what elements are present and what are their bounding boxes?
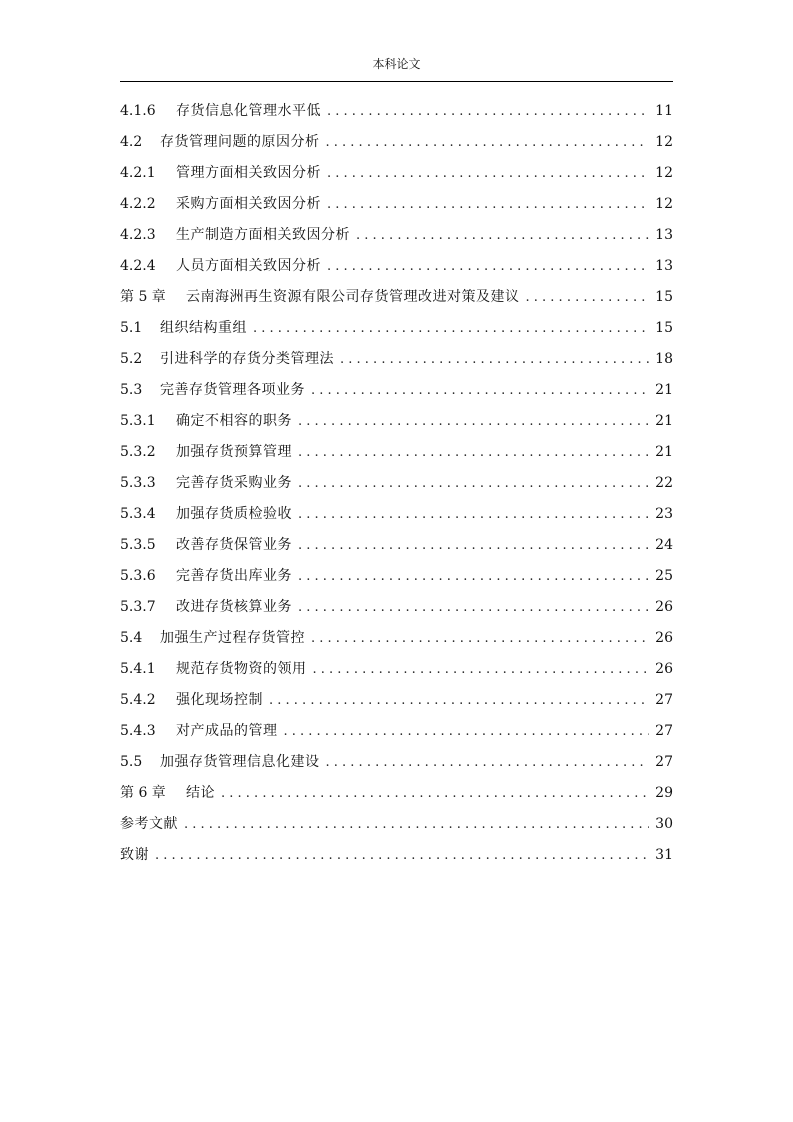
toc-entry-number: 5.3.7: [120, 599, 156, 615]
toc-entry-title: 云南海洲再生资源有限公司存货管理改进对策及建议: [186, 289, 520, 305]
toc-entry[interactable]: [120, 406, 673, 437]
toc-entry-title: 强化现场控制: [176, 692, 263, 708]
toc-dot-leader: [326, 747, 650, 778]
toc-entry-number: 5.4.3: [120, 723, 156, 739]
toc-entry-page-number: 25: [655, 568, 673, 584]
toc-entry-number: 5.3.3: [120, 475, 156, 491]
toc-entry[interactable]: [120, 220, 673, 251]
toc-entry-page-number: 12: [655, 165, 673, 181]
header-rule: [120, 81, 673, 82]
toc-entry-title: 加强存货质检验收: [176, 506, 292, 522]
toc-entry-title: 结论: [186, 785, 215, 801]
toc-entry[interactable]: [120, 251, 673, 282]
toc-entry[interactable]: [120, 747, 673, 778]
toc-dot-leader: [269, 685, 649, 716]
toc-entry[interactable]: [120, 127, 673, 158]
toc-entry-number: 5.4: [120, 630, 143, 646]
toc-entry[interactable]: [120, 778, 673, 809]
toc-dot-leader: [356, 220, 649, 251]
toc-entry[interactable]: [120, 809, 673, 840]
toc-entry[interactable]: [120, 282, 673, 313]
table-of-contents: [120, 96, 673, 871]
toc-entry[interactable]: [120, 499, 673, 530]
toc-entry-number: 4.2.4: [120, 258, 156, 274]
toc-dot-leader: [221, 778, 649, 809]
toc-entry[interactable]: [120, 561, 673, 592]
toc-entry-title: 加强生产过程存货管控: [160, 630, 305, 646]
toc-entry-number: 4.2.1: [120, 165, 156, 181]
toc-entry-title: 确定不相容的职务: [176, 413, 292, 429]
toc-dot-leader: [311, 623, 649, 654]
toc-dot-leader: [326, 127, 650, 158]
toc-entry-title: 加强存货管理信息化建设: [160, 754, 320, 770]
toc-entry[interactable]: [120, 654, 673, 685]
toc-entry-page-number: 26: [655, 661, 673, 677]
toc-entry-page-number: 24: [655, 537, 673, 553]
toc-entry-number: 第 5 章: [120, 289, 166, 305]
toc-dot-leader: [311, 375, 649, 406]
toc-dot-leader: [340, 344, 649, 375]
toc-dot-leader: [327, 189, 649, 220]
toc-entry-title: 采购方面相关致因分析: [176, 196, 321, 212]
toc-entry-page-number: 11: [655, 103, 673, 119]
toc-entry-number: 4.2.3: [120, 227, 156, 243]
toc-entry-page-number: 27: [655, 692, 673, 708]
toc-entry-title: 生产制造方面相关致因分析: [176, 227, 350, 243]
toc-dot-leader: [284, 716, 650, 747]
toc-entry[interactable]: [120, 375, 673, 406]
toc-entry-title: 加强存货预算管理: [176, 444, 292, 460]
toc-entry-page-number: 27: [655, 723, 673, 739]
toc-entry-page-number: 26: [655, 599, 673, 615]
toc-entry[interactable]: [120, 716, 673, 747]
toc-entry[interactable]: [120, 344, 673, 375]
toc-dot-leader: [327, 158, 649, 189]
toc-dot-leader: [155, 840, 649, 871]
toc-entry[interactable]: [120, 313, 673, 344]
toc-entry-title: 完善存货管理各项业务: [160, 382, 305, 398]
toc-entry-number: 5.3.2: [120, 444, 156, 460]
toc-entry-number: 4.2.2: [120, 196, 156, 212]
toc-entry-title: 组织结构重组: [160, 320, 247, 336]
toc-entry[interactable]: [120, 96, 673, 127]
toc-dot-leader: [526, 282, 650, 313]
toc-entry-number: 5.5: [120, 754, 143, 770]
toc-dot-leader: [298, 406, 649, 437]
toc-entry-number: 5.3.1: [120, 413, 156, 429]
toc-entry-page-number: 22: [655, 475, 673, 491]
toc-entry-title: 人员方面相关致因分析: [176, 258, 321, 274]
toc-entry-page-number: 15: [655, 289, 673, 305]
toc-dot-leader: [327, 251, 649, 282]
toc-entry-number: 5.4.2: [120, 692, 156, 708]
toc-entry-page-number: 18: [655, 351, 673, 367]
toc-entry-number: 5.3.5: [120, 537, 156, 553]
toc-dot-leader: [298, 499, 649, 530]
page-header: 本科论文: [372, 57, 421, 71]
toc-entry[interactable]: [120, 840, 673, 871]
toc-entry[interactable]: [120, 158, 673, 189]
toc-entry-page-number: 21: [655, 444, 673, 460]
toc-dot-leader: [253, 313, 649, 344]
toc-entry-title: 引进科学的存货分类管理法: [160, 351, 334, 367]
toc-entry-page-number: 21: [655, 413, 673, 429]
toc-entry[interactable]: [120, 592, 673, 623]
toc-entry-title: 对产成品的管理: [176, 723, 278, 739]
toc-entry-number: 5.2: [120, 351, 143, 367]
toc-entry-number: 5.1: [120, 320, 143, 336]
toc-entry-number: 4.2: [120, 134, 143, 150]
toc-entry[interactable]: [120, 685, 673, 716]
toc-entry-title: 完善存货出库业务: [176, 568, 292, 584]
toc-dot-leader: [327, 96, 649, 127]
toc-dot-leader: [298, 530, 649, 561]
toc-entry-title: 完善存货采购业务: [176, 475, 292, 491]
toc-entry-page-number: 15: [655, 320, 673, 336]
toc-entry-number: 第 6 章: [120, 785, 166, 801]
toc-entry[interactable]: [120, 468, 673, 499]
toc-entry-number: 5.3: [120, 382, 143, 398]
toc-dot-leader: [298, 561, 649, 592]
toc-entry[interactable]: [120, 623, 673, 654]
toc-entry-page-number: 12: [655, 196, 673, 212]
toc-entry-title: 改进存货核算业务: [176, 599, 292, 615]
toc-entry-page-number: 13: [655, 258, 673, 274]
toc-dot-leader: [298, 437, 649, 468]
toc-entry-title: 致谢: [120, 847, 149, 863]
toc-entry-page-number: 30: [655, 816, 673, 832]
toc-entry[interactable]: [120, 437, 673, 468]
toc-entry-title: 参考文献: [120, 816, 178, 832]
toc-entry[interactable]: [120, 189, 673, 220]
toc-entry-number: 4.1.6: [120, 103, 156, 119]
toc-dot-leader: [298, 468, 649, 499]
toc-dot-leader: [298, 592, 649, 623]
toc-entry-title: 存货管理问题的原因分析: [160, 134, 320, 150]
toc-entry-number: 5.4.1: [120, 661, 156, 677]
toc-entry-number: 5.3.4: [120, 506, 156, 522]
toc-entry-page-number: 31: [655, 847, 673, 863]
toc-entry-page-number: 12: [655, 134, 673, 150]
toc-entry-page-number: 26: [655, 630, 673, 646]
toc-entry-title: 存货信息化管理水平低: [176, 103, 321, 119]
toc-entry-page-number: 23: [655, 506, 673, 522]
toc-entry-page-number: 27: [655, 754, 673, 770]
toc-dot-leader: [313, 654, 650, 685]
toc-entry-number: 5.3.6: [120, 568, 156, 584]
toc-entry-title: 改善存货保管业务: [176, 537, 292, 553]
toc-entry-title: 管理方面相关致因分析: [176, 165, 321, 181]
toc-entry-page-number: 21: [655, 382, 673, 398]
toc-entry-page-number: 13: [655, 227, 673, 243]
toc-entry-title: 规范存货物资的领用: [176, 661, 307, 677]
toc-entry-page-number: 29: [655, 785, 673, 801]
toc-entry[interactable]: [120, 530, 673, 561]
toc-dot-leader: [184, 809, 649, 840]
